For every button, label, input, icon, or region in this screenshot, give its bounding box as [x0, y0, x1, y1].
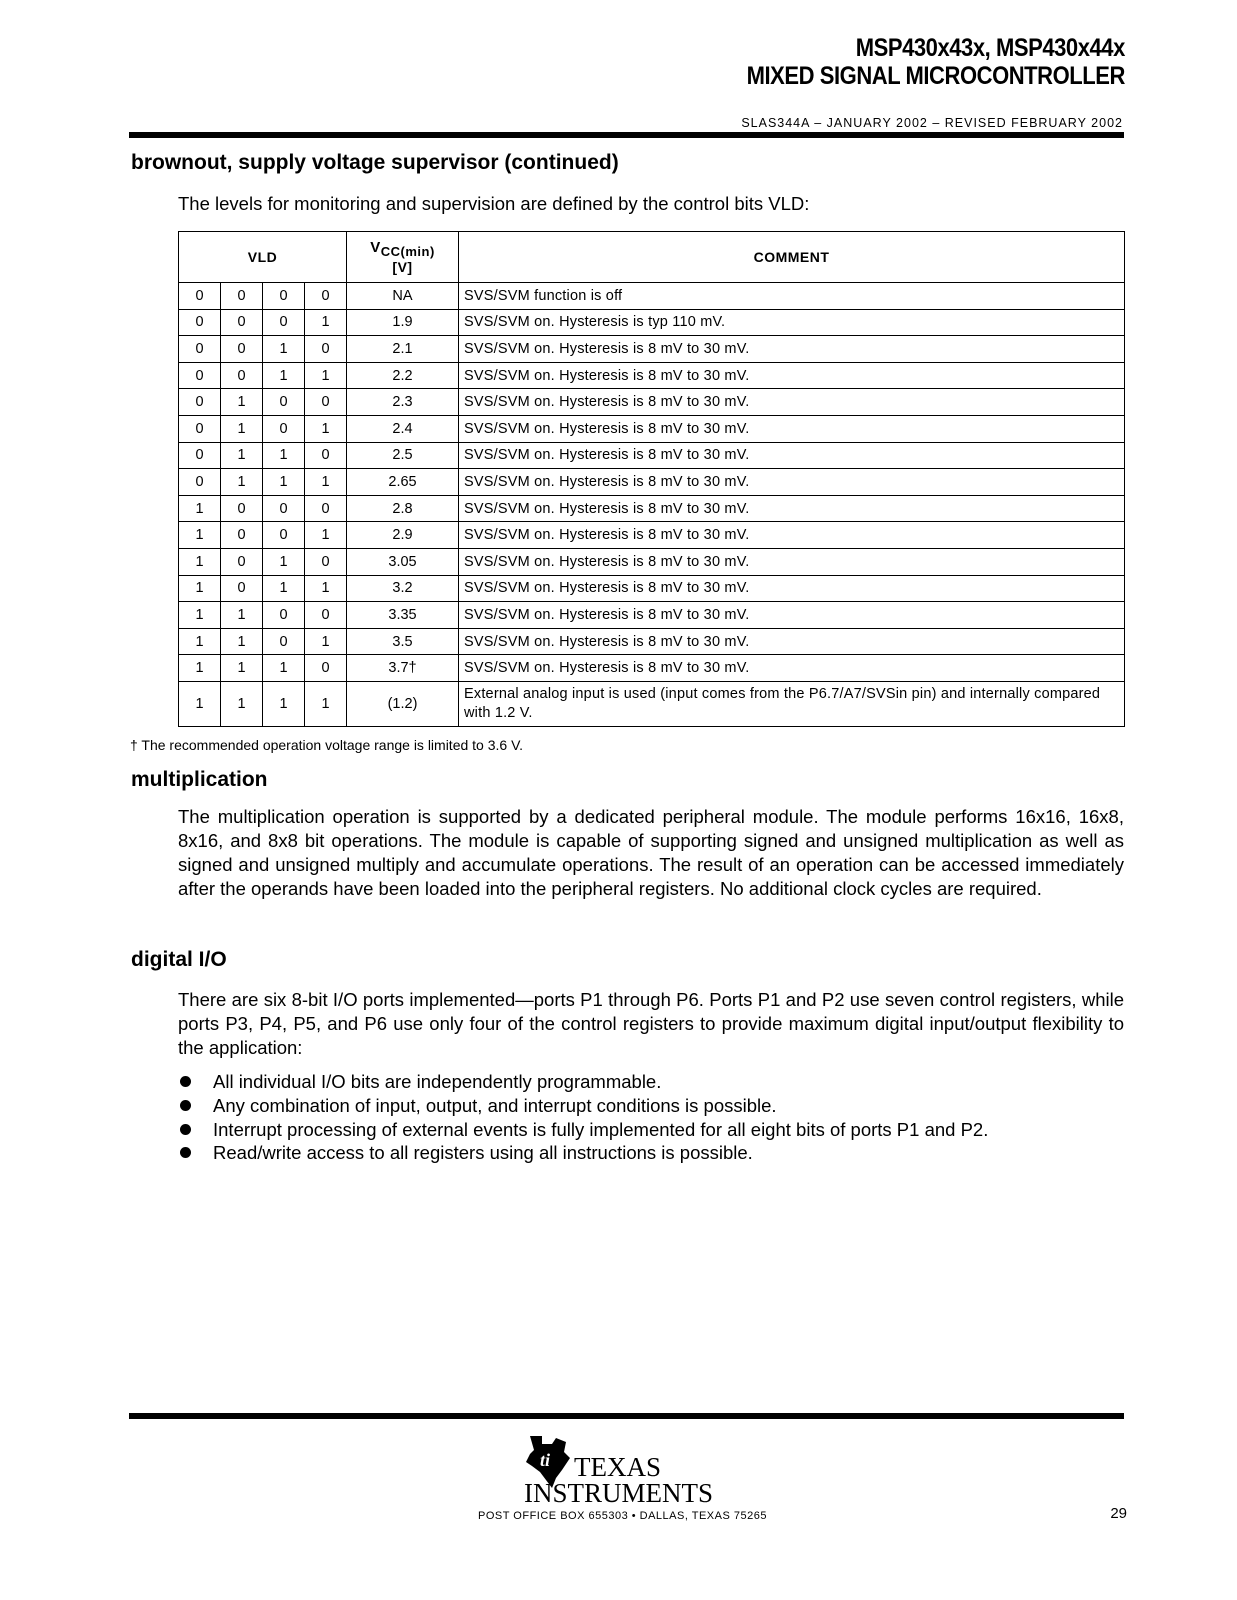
vcc-min-cell: 2.65 [347, 469, 459, 496]
table-row [179, 655, 1125, 682]
comment-cell: SVS/SVM on. Hysteresis is 8 mV to 30 mV. [459, 495, 1125, 522]
table-row [179, 469, 1125, 496]
logo-text-texas: TEXAS [574, 1452, 661, 1482]
comment-cell: SVS/SVM on. Hysteresis is 8 mV to 30 mV. [459, 575, 1125, 602]
comment-cell: SVS/SVM function is off [459, 283, 1125, 310]
table-row [179, 309, 1125, 336]
vld-bit-cell: 0 [179, 415, 221, 442]
vld-bit-cell: 0 [263, 415, 305, 442]
vcc-min-cell: 2.8 [347, 495, 459, 522]
list-item [178, 1094, 1124, 1118]
bullet-icon [180, 1100, 191, 1111]
list-item [178, 1141, 1124, 1165]
table-row [179, 681, 1125, 726]
comment-cell: SVS/SVM on. Hysteresis is 8 mV to 30 mV. [459, 469, 1125, 496]
header-rule [129, 132, 1124, 138]
vld-bit-cell: 0 [263, 602, 305, 629]
vld-bit-cell: 1 [305, 362, 347, 389]
table-row [179, 283, 1125, 310]
vld-bit-cell: 1 [179, 602, 221, 629]
vcc-min-cell: 3.35 [347, 602, 459, 629]
header-vcc [347, 232, 459, 283]
comment-cell: SVS/SVM on. Hysteresis is typ 110 mV. [459, 309, 1125, 336]
comment-cell: SVS/SVM on. Hysteresis is 8 mV to 30 mV. [459, 522, 1125, 549]
vcc-min-cell: 2.2 [347, 362, 459, 389]
vld-bit-cell: 0 [305, 655, 347, 682]
table-row [179, 336, 1125, 363]
vld-bit-cell: 0 [179, 389, 221, 416]
bullet-icon [180, 1076, 191, 1087]
comment-cell: SVS/SVM on. Hysteresis is 8 mV to 30 mV. [459, 628, 1125, 655]
vld-bit-cell: 0 [263, 283, 305, 310]
table-row [179, 628, 1125, 655]
vld-bit-cell: 0 [305, 495, 347, 522]
vld-bit-cell: 0 [179, 283, 221, 310]
vld-bit-cell: 1 [221, 655, 263, 682]
vld-bit-cell: 1 [221, 442, 263, 469]
footer-rule [129, 1413, 1124, 1419]
table-row [179, 495, 1125, 522]
vcc-min-cell: 3.5 [347, 628, 459, 655]
vld-bit-cell: 0 [305, 602, 347, 629]
table-row [179, 602, 1125, 629]
vld-bit-cell: 1 [179, 655, 221, 682]
vld-bit-cell: 1 [263, 575, 305, 602]
table-row [179, 548, 1125, 575]
vld-bit-cell: 1 [263, 681, 305, 726]
vld-bit-cell: 0 [179, 309, 221, 336]
digital-io-body: There are six 8-bit I/O ports implemented—ports P1 through P6. Ports P1 and P2 use seven control registers, while ports P3, P4, P5, and P6 use only four of the control registers to provide maximum digital input/output flexibility to the application: [178, 989, 1124, 1058]
vcc-min-cell: 3.7† [347, 655, 459, 682]
vld-bit-cell: 1 [221, 628, 263, 655]
vld-bit-cell: 0 [305, 283, 347, 310]
vld-bit-cell: 0 [263, 309, 305, 336]
list-item-text: Any combination of input, output, and interrupt conditions is possible. [213, 1094, 777, 1116]
table-row [179, 575, 1125, 602]
header-vcc-main: V [370, 239, 381, 257]
list-item [178, 1118, 1124, 1142]
vld-bit-cell: 0 [305, 442, 347, 469]
ti-state-icon [522, 1432, 732, 1507]
page-number: 29 [1110, 1505, 1127, 1522]
vld-bit-cell: 0 [221, 575, 263, 602]
vld-bit-cell: 0 [305, 336, 347, 363]
vld-table [178, 231, 1125, 727]
comment-cell: SVS/SVM on. Hysteresis is 8 mV to 30 mV. [459, 336, 1125, 363]
comment-cell: SVS/SVM on. Hysteresis is 8 mV to 30 mV. [459, 655, 1125, 682]
vld-bit-cell: 1 [305, 681, 347, 726]
vld-bit-cell: 0 [221, 309, 263, 336]
doc-title-line1: MSP430x43x, MSP430x44x [855, 34, 1125, 62]
vld-bit-cell: 0 [179, 362, 221, 389]
comment-cell: SVS/SVM on. Hysteresis is 8 mV to 30 mV. [459, 389, 1125, 416]
vld-bit-cell: 1 [221, 415, 263, 442]
vld-bit-cell: 0 [305, 389, 347, 416]
vld-bit-cell: 0 [179, 336, 221, 363]
vld-bit-cell: 1 [221, 389, 263, 416]
vld-bit-cell: 0 [221, 548, 263, 575]
header-vcc-unit: [V] [392, 258, 413, 275]
doc-title-line2: MIXED SIGNAL MICROCONTROLLER [746, 62, 1125, 90]
vld-bit-cell: 0 [263, 389, 305, 416]
comment-cell: SVS/SVM on. Hysteresis is 8 mV to 30 mV. [459, 362, 1125, 389]
texas-instruments-logo [522, 1432, 732, 1507]
list-item [178, 1070, 1124, 1094]
footer-address: POST OFFICE BOX 655303 • DALLAS, TEXAS 75265 [478, 1510, 767, 1522]
vld-bit-cell: 0 [263, 522, 305, 549]
vld-bit-cell: 1 [263, 655, 305, 682]
vld-bit-cell: 0 [221, 336, 263, 363]
svg-text:ti: ti [540, 1450, 551, 1470]
vld-bit-cell: 1 [305, 309, 347, 336]
vld-bit-cell: 1 [263, 469, 305, 496]
vld-bit-cell: 0 [221, 362, 263, 389]
vcc-min-cell: 2.9 [347, 522, 459, 549]
table-row [179, 362, 1125, 389]
comment-cell: SVS/SVM on. Hysteresis is 8 mV to 30 mV. [459, 602, 1125, 629]
vld-bit-cell: 1 [179, 628, 221, 655]
vld-bit-cell: 1 [263, 548, 305, 575]
vld-bit-cell: 0 [263, 628, 305, 655]
vld-bit-cell: 0 [179, 442, 221, 469]
vcc-min-cell: 2.1 [347, 336, 459, 363]
vcc-min-cell: 2.3 [347, 389, 459, 416]
vld-bit-cell: 1 [263, 442, 305, 469]
vcc-min-cell: 2.4 [347, 415, 459, 442]
table-row [179, 442, 1125, 469]
vld-bit-cell: 0 [305, 548, 347, 575]
comment-cell: External analog input is used (input comes from the P6.7/A7/SVSin pin) and internally compared with 1.2 V. [459, 681, 1125, 726]
multiplication-body: The multiplication operation is supported by a dedicated peripheral module. The module performs 16x16, 16x8, 8x16, and 8x8 bit operations. The module is capable of supporting signed and unsigned multiplication as well as signed and unsigned multiply and accumulate operations. The result of an operation can be accessed immediately after the operands have been loaded into the peripheral registers. No additional clock cycles are required. [178, 806, 1124, 899]
vld-bit-cell: 0 [221, 283, 263, 310]
vld-bit-cell: 0 [221, 495, 263, 522]
vld-bit-cell: 1 [179, 575, 221, 602]
table-row [179, 389, 1125, 416]
section-intro: The levels for monitoring and supervision are defined by the control bits VLD: [178, 193, 810, 214]
list-item-text: Interrupt processing of external events is fully implemented for all eight bits of ports P1 and P2. [213, 1118, 989, 1140]
logo-text-instruments: INSTRUMENTS [524, 1478, 714, 1507]
list-item-text: Read/write access to all registers using all instructions is possible. [213, 1142, 753, 1164]
table-row [179, 522, 1125, 549]
bullet-icon [180, 1124, 191, 1135]
header-vld: VLD [179, 232, 347, 283]
vld-bit-cell: 1 [263, 336, 305, 363]
vld-bit-cell: 1 [179, 495, 221, 522]
comment-cell: SVS/SVM on. Hysteresis is 8 mV to 30 mV. [459, 415, 1125, 442]
vcc-min-cell: (1.2) [347, 681, 459, 726]
header-vcc-sub: CC(min) [380, 243, 435, 259]
vld-bit-cell: 1 [221, 469, 263, 496]
vcc-min-cell: NA [347, 283, 459, 310]
vcc-min-cell: 3.2 [347, 575, 459, 602]
doc-reference: SLAS344A – JANUARY 2002 – REVISED FEBRUARY 2002 [741, 116, 1123, 130]
vld-bit-cell: 1 [221, 681, 263, 726]
vld-bit-cell: 1 [179, 548, 221, 575]
vld-bit-cell: 1 [305, 415, 347, 442]
vld-bit-cell: 1 [263, 362, 305, 389]
vld-bit-cell: 0 [179, 469, 221, 496]
vld-bit-cell: 1 [221, 602, 263, 629]
vld-bit-cell: 1 [305, 628, 347, 655]
vld-bit-cell: 1 [305, 469, 347, 496]
vld-bit-cell: 1 [179, 522, 221, 549]
comment-cell: SVS/SVM on. Hysteresis is 8 mV to 30 mV. [459, 548, 1125, 575]
header-comment: COMMENT [459, 232, 1125, 283]
bullet-icon [180, 1147, 191, 1158]
vcc-min-cell: 2.5 [347, 442, 459, 469]
section-heading-brownout: brownout, supply voltage supervisor (continued) [131, 151, 619, 174]
vld-bit-cell: 1 [305, 522, 347, 549]
digital-io-bullet-list [178, 1070, 1124, 1165]
comment-cell: SVS/SVM on. Hysteresis is 8 mV to 30 mV. [459, 442, 1125, 469]
list-item-text: All individual I/O bits are independently programmable. [213, 1071, 662, 1092]
section-heading-digital-io: digital I/O [131, 948, 227, 971]
vcc-min-cell: 1.9 [347, 309, 459, 336]
vcc-min-cell: 3.05 [347, 548, 459, 575]
vld-bit-cell: 1 [179, 681, 221, 726]
vld-bit-cell: 0 [263, 495, 305, 522]
vld-bit-cell: 0 [221, 522, 263, 549]
vld-bit-cell: 1 [305, 575, 347, 602]
table-footnote: † The recommended operation voltage range is limited to 3.6 V. [130, 737, 524, 753]
table-row [179, 415, 1125, 442]
section-heading-multiplication: multiplication [131, 768, 268, 791]
